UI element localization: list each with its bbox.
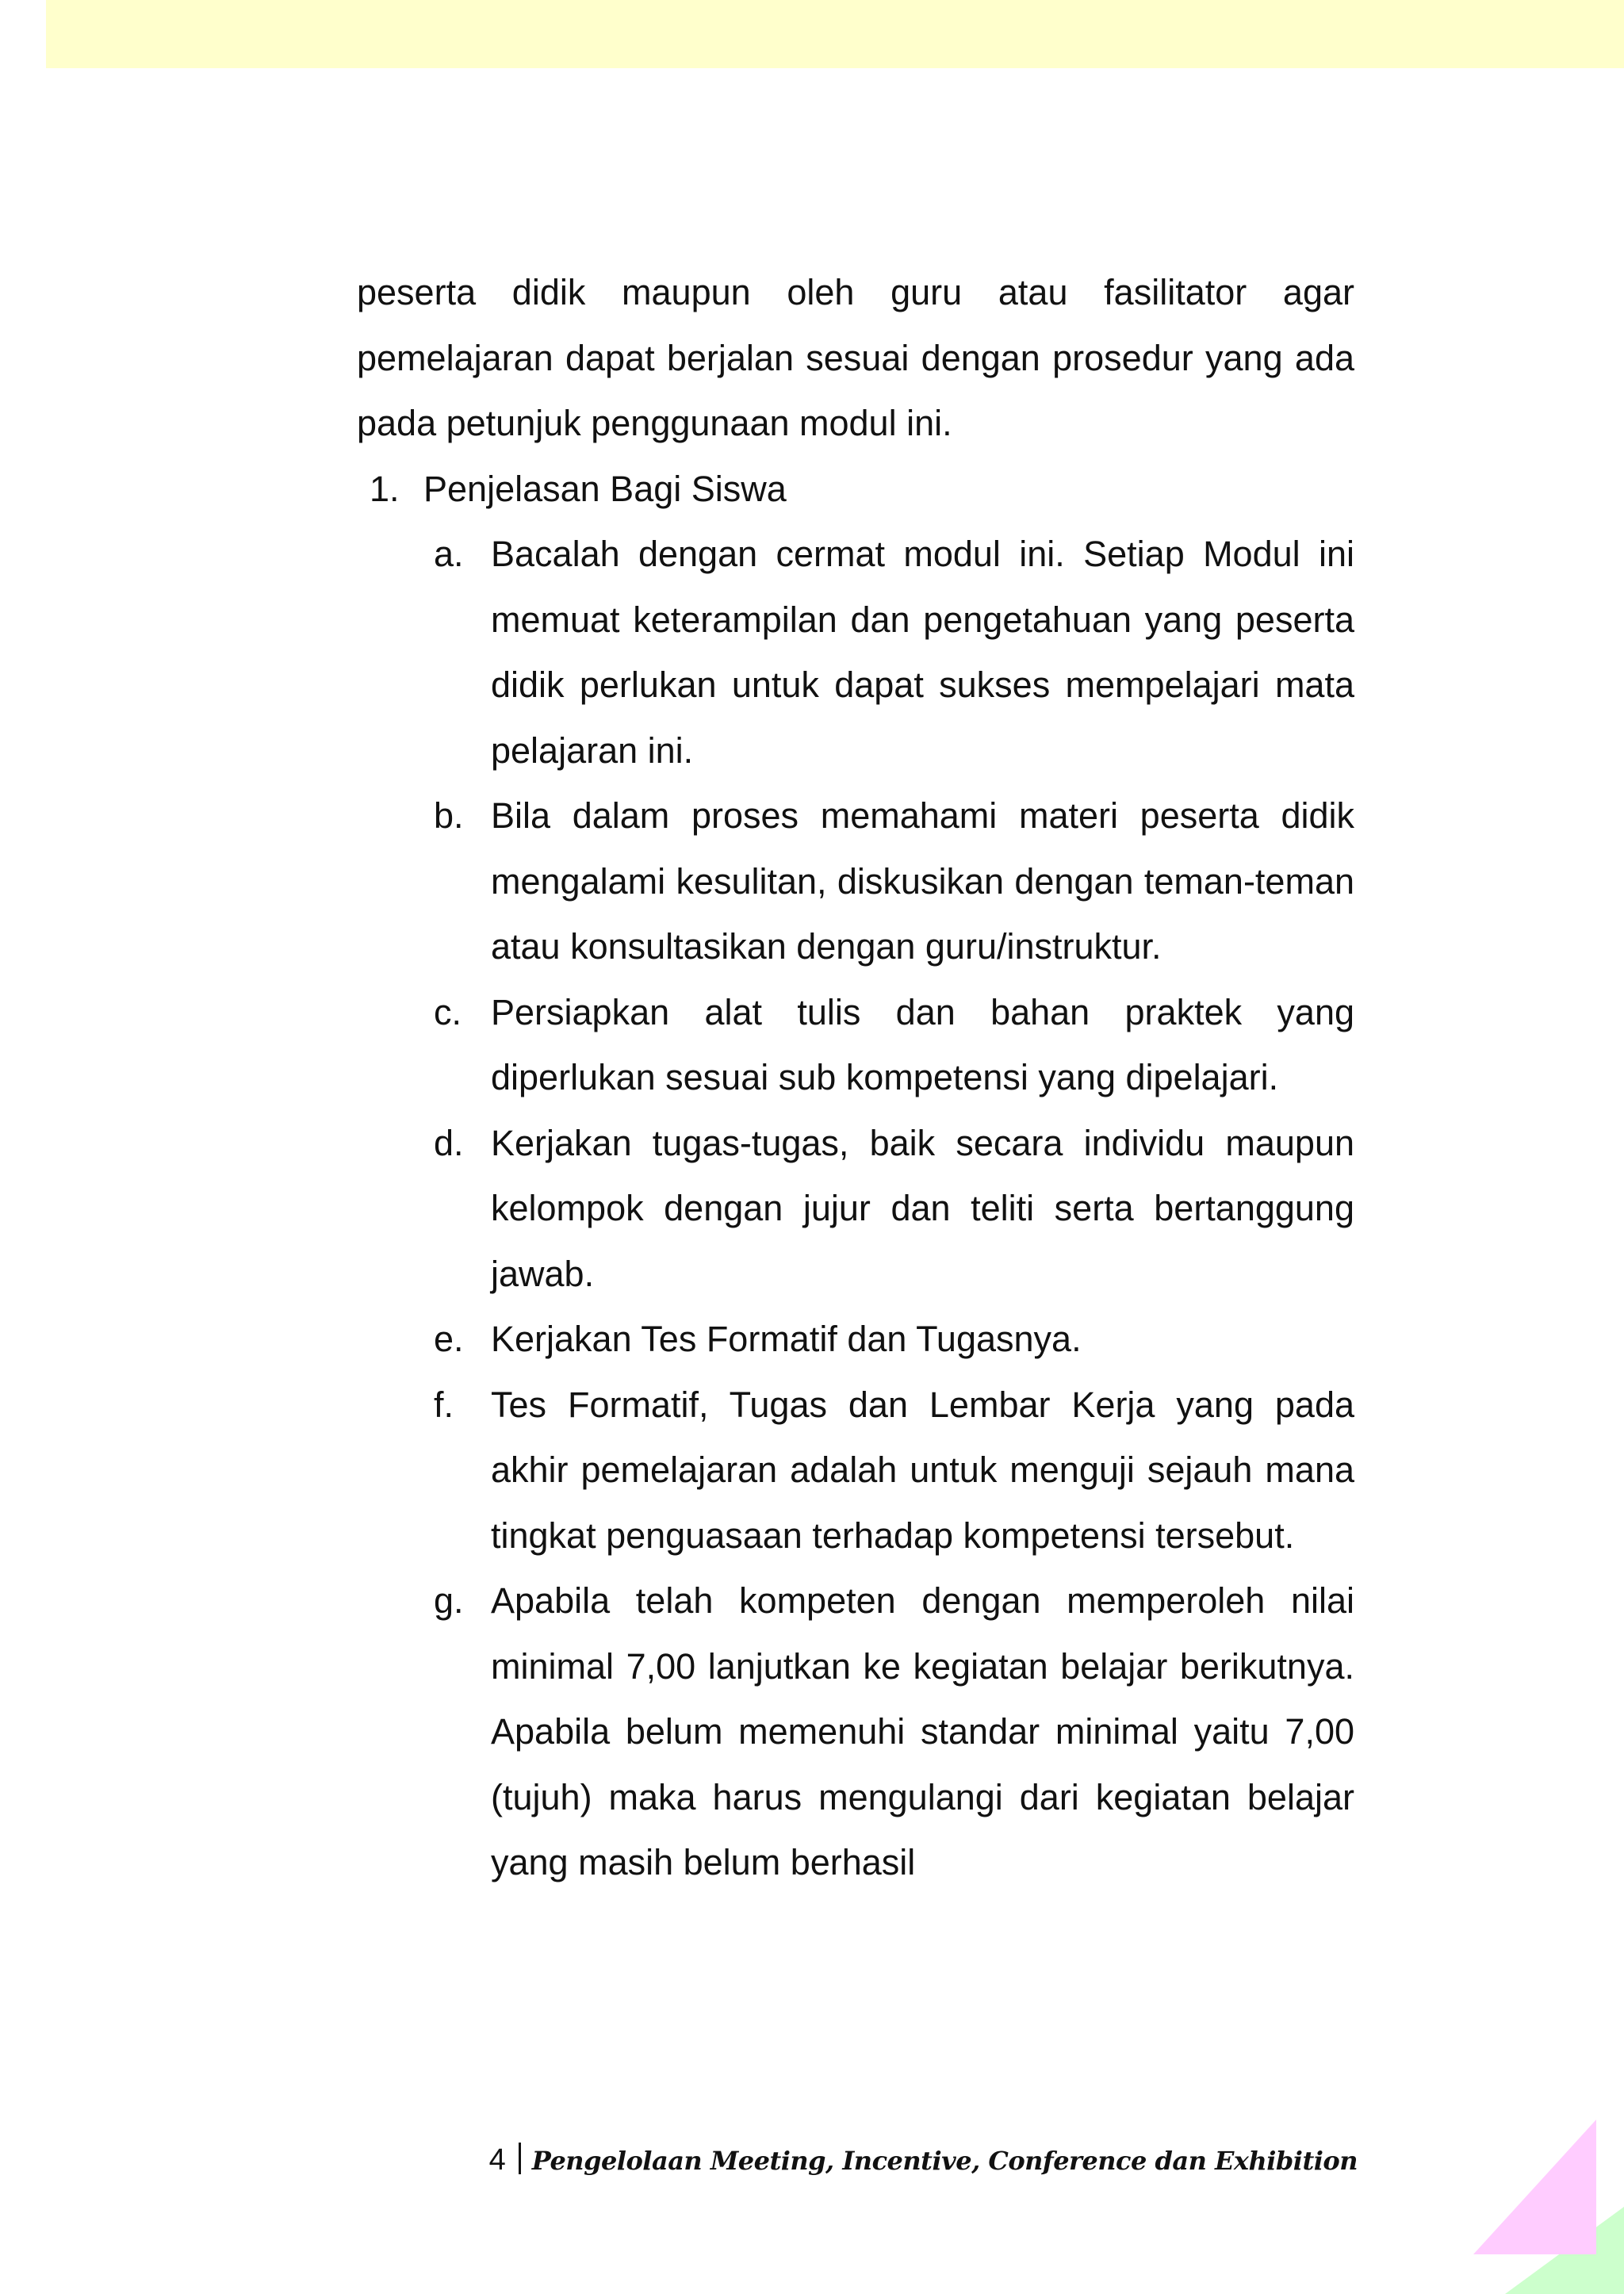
list-item-text: Persiapkan alat tulis dan bahan praktek yang diperlukan sesuai sub kompetensi yang dipelajari. [491, 991, 1354, 1097]
list-item [357, 522, 1354, 783]
list-item-text: Kerjakan tugas-tugas, baik secara individu maupun kelompok dengan jujur dan teliti serta bertanggung jawab. [491, 1122, 1354, 1294]
corner-pink-triangle [1473, 2120, 1596, 2254]
list-item-letter: c. [434, 991, 462, 1032]
list-item-letter: e. [434, 1319, 464, 1359]
list-item-text: Apabila telah kompeten dengan memperoleh nilai minimal 7,00 lanjutkan ke kegiatan belajar berikutnya. Apabila belum memenuhi standar minimal yaitu 7,00 (tujuh) maka harus mengulangi dari kegiatan belajar yang masih belum berhasil [491, 1580, 1354, 1882]
section-title: Penjelasan Bagi Siswa [423, 468, 787, 509]
section-heading [357, 457, 1354, 523]
list-item-letter: f. [434, 1384, 454, 1425]
section-number: 1. [370, 468, 400, 509]
list-item-text: Tes Formatif, Tugas dan Lembar Kerja yang pada akhir pemelajaran adalah untuk menguji sejauh mana tingkat penguasaan terhadap kompetensi tersebut. [491, 1384, 1354, 1556]
list-item [357, 1111, 1354, 1308]
page-footer [476, 2136, 1358, 2185]
page-content [357, 260, 1354, 1896]
list-item [357, 1373, 1354, 1569]
book-title: Pengelolaan Meeting, Incentive, Conference dan Exhibition [531, 2146, 1358, 2176]
list-item-letter: a. [434, 534, 464, 574]
list-item-text: Bacalah dengan cermat modul ini. Setiap Modul ini memuat keterampilan dan pengetahuan yang peserta didik perlukan untuk dapat sukses mempelajari mata pelajaran ini. [491, 534, 1354, 771]
page-number: 4 [488, 2143, 506, 2177]
intro-paragraph: peserta didik maupun oleh guru atau fasilitator agar pemelajaran dapat berjalan sesuai dengan prosedur yang ada pada petunjuk penggunaan modul ini. [357, 272, 1354, 443]
list-item-letter: g. [434, 1580, 464, 1621]
corner-decoration [1473, 2088, 1624, 2294]
header-band [46, 0, 1624, 68]
list-item [357, 783, 1354, 980]
list-item-text: Bila dalam proses memahami materi peserta didik mengalami kesulitan, diskusikan dengan teman-teman atau konsultasikan dengan guru/instruktur. [491, 795, 1354, 967]
list-item [357, 1307, 1354, 1373]
instruction-list [357, 522, 1354, 1896]
list-item [357, 980, 1354, 1111]
list-item-text: Kerjakan Tes Formatif dan Tugasnya. [491, 1319, 1082, 1359]
list-item-letter: b. [434, 795, 464, 836]
footer-divider [519, 2143, 521, 2174]
list-item-letter: d. [434, 1122, 464, 1163]
list-item [357, 1568, 1354, 1896]
